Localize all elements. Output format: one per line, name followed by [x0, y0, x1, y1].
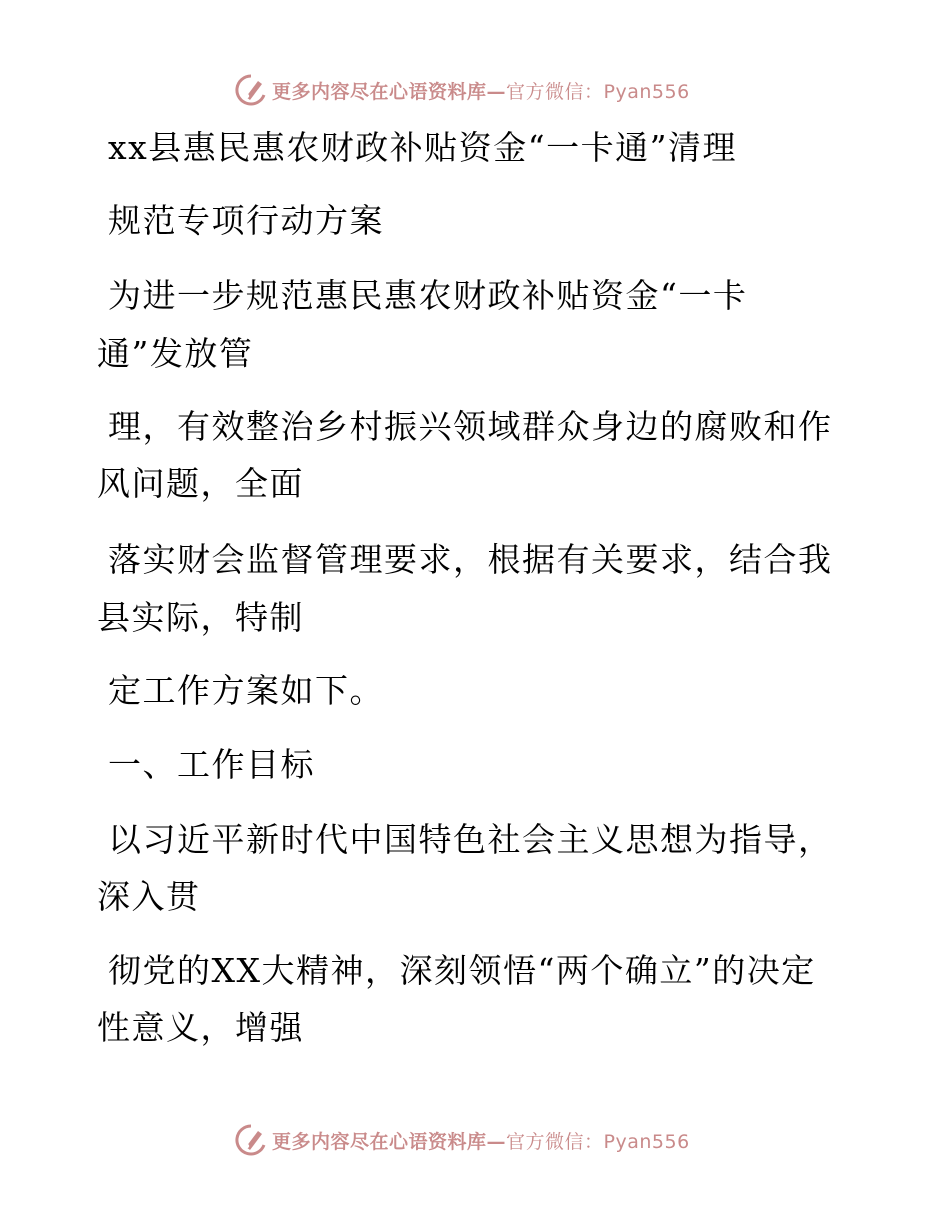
paragraph-line: 为进一步规范惠民惠农财政补贴资金“一卡	[108, 276, 748, 315]
pen-nib-circle-icon	[234, 1123, 268, 1157]
title-line-2: 规范专项行动方案	[108, 201, 384, 240]
pen-nib-circle-icon	[234, 73, 268, 107]
paragraph-line: 风问题，全面	[97, 464, 304, 503]
banner-brand-text: 更多内容尽在心语资料库—	[272, 80, 507, 103]
paragraph-line: 通”发放管	[97, 334, 254, 373]
section-heading: 一、工作目标	[108, 745, 315, 784]
paragraph-line: 理，有效整治乡村振兴领域群众身边的腐败和作	[108, 407, 833, 446]
banner-wechat-text: 官方微信：Pyan556	[506, 80, 690, 103]
title-line-1: xx县惠民惠农财政补贴资金“一卡通”清理	[108, 128, 737, 167]
banner-brand-text: 更多内容尽在心语资料库—	[272, 1130, 507, 1153]
watermark-banner-top	[234, 72, 690, 108]
banner-wechat-text: 官方微信：Pyan556	[506, 1130, 690, 1153]
paragraph-line: 以习近平新时代中国特色社会主义思想为指导，	[108, 820, 833, 859]
paragraph-line: 定工作方案如下。	[108, 671, 384, 710]
paragraph-line: 深入贯	[97, 877, 201, 916]
watermark-banner-bottom	[234, 1122, 690, 1158]
paragraph-line: 性意义，增强	[97, 1008, 304, 1047]
paragraph-line: 县实际，特制	[97, 598, 304, 637]
paragraph-line: 彻党的XX大精神，深刻领悟“两个确立”的决定	[108, 951, 816, 990]
paragraph-line: 落实财会监督管理要求，根据有关要求，结合我	[108, 540, 833, 579]
